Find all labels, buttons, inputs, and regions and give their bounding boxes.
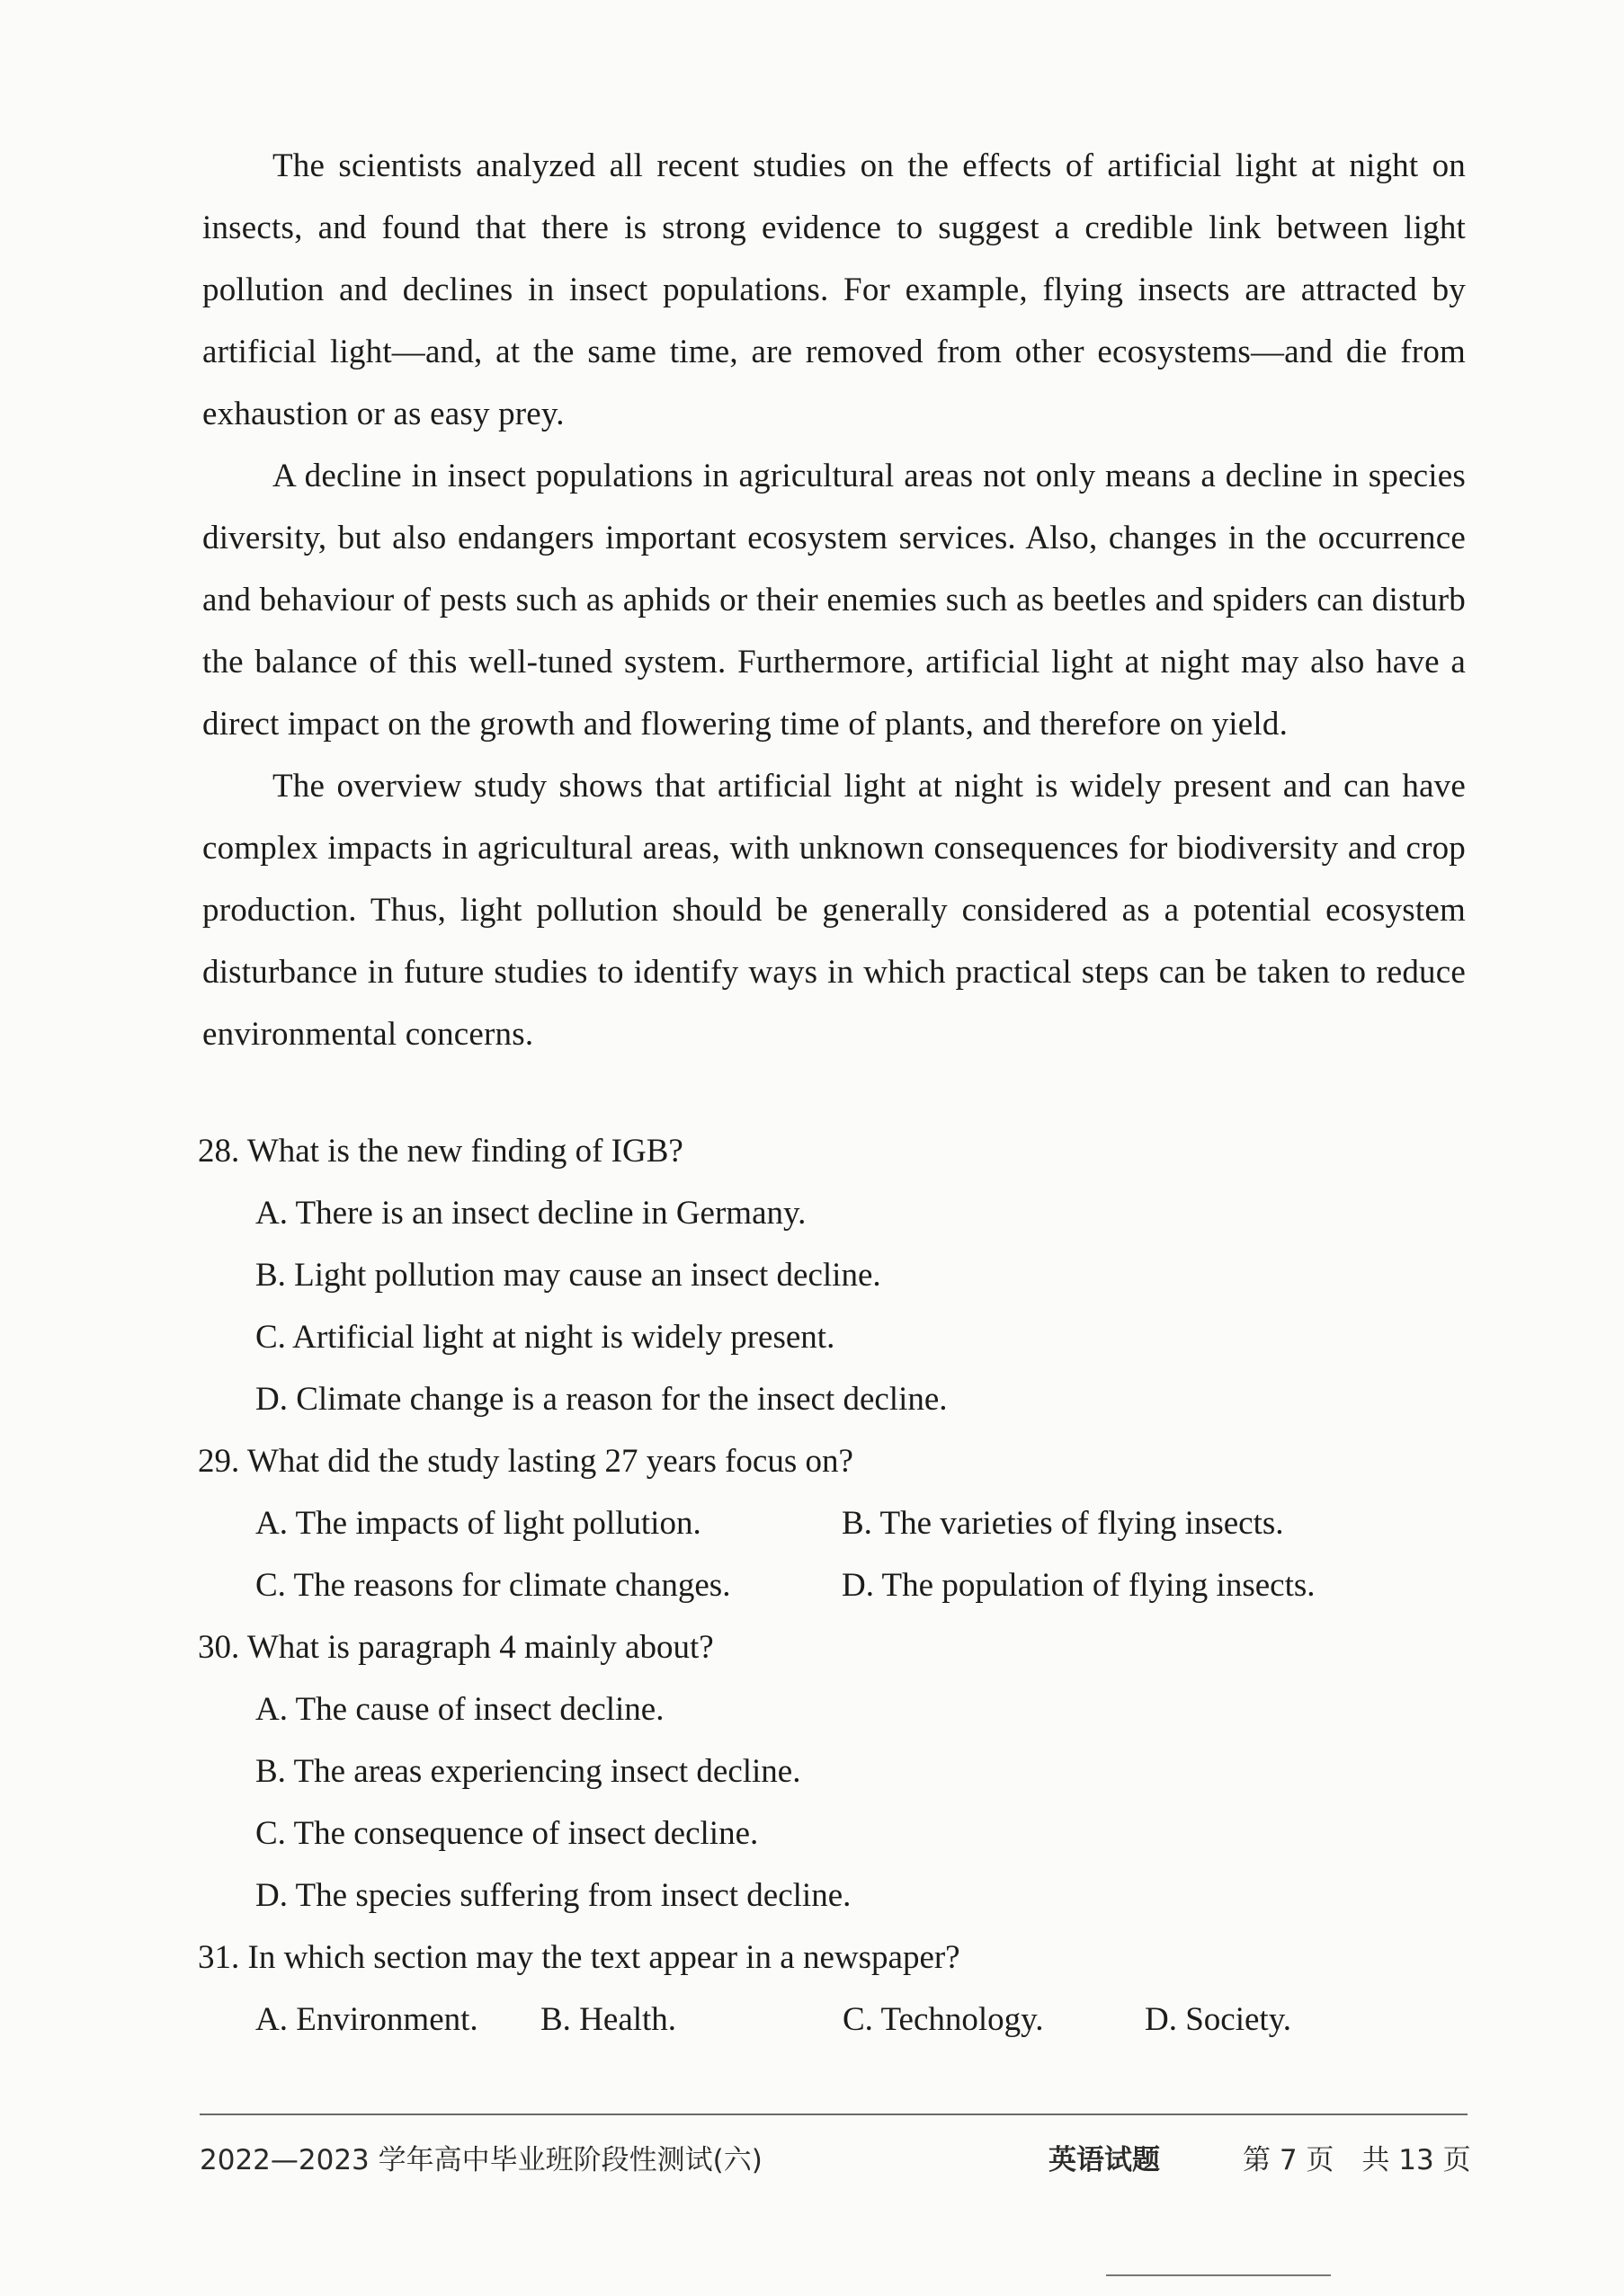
question-30 <box>198 1616 1475 1927</box>
option-c: C. Technology. <box>843 2001 1044 2038</box>
option-a: A. Environment. <box>255 2001 478 2038</box>
subject-label: 英语试题 <box>1048 2144 1160 2176</box>
option-d: D. The population of flying insects. <box>842 1567 1316 1604</box>
option-row <box>255 1554 1475 1616</box>
question-stem: 30. What is paragraph 4 mainly about? <box>198 1629 714 1666</box>
reading-passage <box>202 135 1466 1065</box>
option-b: B. The varieties of flying insects. <box>842 1505 1284 1542</box>
option-row <box>255 1989 1475 2051</box>
option-d: D. Society. <box>1145 2001 1292 2038</box>
option-a: A. There is an insect decline in Germany. <box>255 1195 807 1232</box>
option-c: C. Artificial light at night is widely present. <box>255 1319 835 1356</box>
question-stem: 31. In which section may the text appear in a newspaper? <box>198 1939 960 1976</box>
option-b: B. The areas experiencing insect decline. <box>255 1753 801 1790</box>
question-stem: 28. What is the new finding of IGB? <box>198 1133 683 1170</box>
option-a: A. The cause of insect decline. <box>255 1691 665 1728</box>
option-a: A. The impacts of light pollution. <box>255 1505 701 1542</box>
passage-paragraph: The scientists analyzed all recent studies on the effects of artificial light at night on insects, and found that there is strong evidence to suggest a credible link between light pollution and declines in insect populations. For example, flying insects are attracted by artificial light—and, at the same time, are removed from other ecosystems—and die from exhaustion or as easy prey. <box>202 147 1466 432</box>
option-d: D. Climate change is a reason for the insect decline. <box>255 1381 948 1418</box>
footer-divider <box>200 2114 1468 2115</box>
exam-title: 2022—2023 学年高中毕业班阶段性测试(六) <box>200 2144 763 2176</box>
question-28 <box>198 1120 1475 1430</box>
option-b: B. Light pollution may cause an insect decline. <box>255 1257 881 1294</box>
question-stem: 29. What did the study lasting 27 years focus on? <box>198 1443 853 1480</box>
passage-paragraph: The overview study shows that artificial light at night is widely present and can have complex impacts in agricultural areas, with unknown consequences for biodiversity and crop production. Thus, light pollution should be generally considered as a potential ecosystem disturbance in future studies to identify ways in which practical steps can be taken to reduce environmental concerns. <box>202 768 1466 1053</box>
option-row <box>255 1492 1475 1554</box>
bottom-edge-line <box>1106 2274 1331 2276</box>
option-b: B. Health. <box>540 2001 677 2038</box>
option-d: D. The species suffering from insect decline. <box>255 1877 852 1914</box>
option-c: C. The reasons for climate changes. <box>255 1567 731 1604</box>
option-c: C. The consequence of insect decline. <box>255 1815 759 1852</box>
question-list <box>198 1120 1475 2051</box>
passage-paragraph: A decline in insect populations in agricultural areas not only means a decline in species diversity, but also endangers important ecosystem services. Also, changes in the occurrence and behaviour of pests such as aphids or their enemies such as beetles and spiders can disturb the balance of this well-tuned system. Furthermore, artificial light at night may also have a direct impact on the growth and flowering time of plants, and therefore on yield. <box>202 458 1466 743</box>
page-number: 第 7 页 共 13 页 <box>1243 2144 1471 2176</box>
question-29 <box>198 1430 1475 1616</box>
page-footer <box>200 2138 1471 2183</box>
question-31 <box>198 1927 1475 2051</box>
